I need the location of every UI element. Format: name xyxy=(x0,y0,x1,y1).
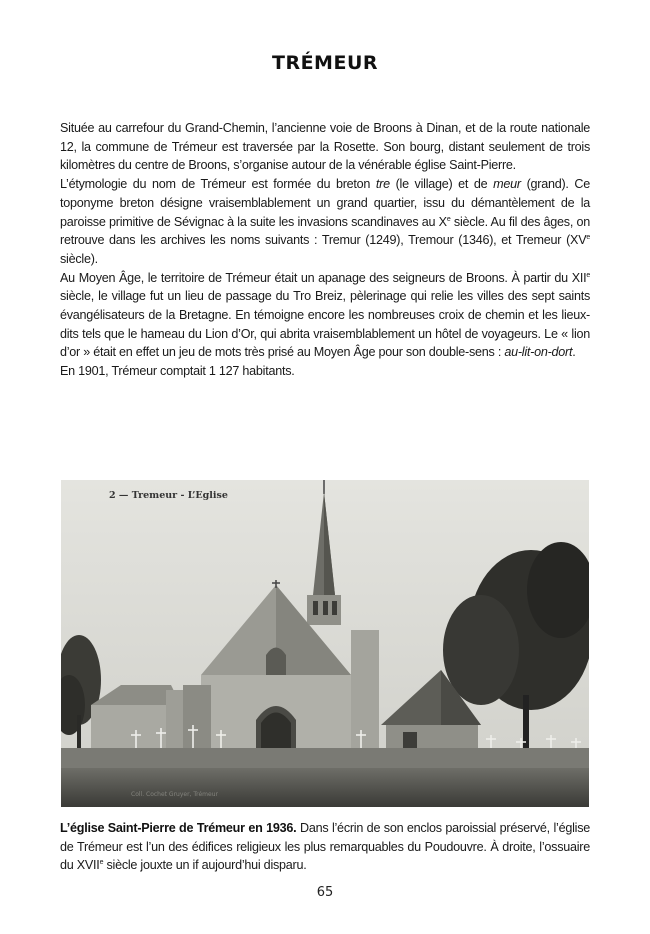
superscript: e xyxy=(586,234,590,242)
church-photo xyxy=(61,480,589,807)
italic-term: tre xyxy=(375,177,390,192)
caption-sup: e xyxy=(99,859,104,867)
body-paragraph xyxy=(60,175,590,269)
text-segment: (grand). Ce toponyme breton désigne vraisemblablement un grand quartier, issu du démantèlement de la paroisse primitive de Sévignac à la suite les invasions scandinaves au X xyxy=(60,177,590,229)
superscript: e xyxy=(586,271,590,279)
postcard-footer: Coll. Cochet Gruyer, Trémeur xyxy=(131,791,218,798)
text-segment: Située au carrefour du Grand-Chemin, l’ancienne voie de Broons à Dinan, et de la route nationale 12, la commune de Trémeur est traversée par la Rosette. Son bourg, distant seulement de trois kilomètres du centre de Broons, s’organise autour de la vénérable église Saint-Pierre. xyxy=(60,121,590,173)
superscript: e xyxy=(446,215,451,223)
text-segment: siècle). xyxy=(60,251,98,266)
italic-term: au-lit-on-dort xyxy=(504,345,573,360)
postcard-label: 2 — Tremeur - L’Eglise xyxy=(109,490,228,501)
italic-term: meur xyxy=(493,177,521,192)
body-text xyxy=(60,119,590,381)
caption-title: L’église Saint-Pierre de Trémeur en 1936. xyxy=(60,821,297,835)
page-number: 65 xyxy=(316,885,334,900)
body-paragraph xyxy=(60,269,590,363)
church-illustration xyxy=(61,480,589,807)
caption-text: Dans l’écrin de son enclos paroissial préservé, l’église de Trémeur est l’un des édifices religieux les plus remarquables du Poudouvre. À droite, l’ossuaire du XVII xyxy=(60,821,590,873)
body-paragraph xyxy=(60,362,590,381)
text-segment: En 1901, Trémeur comptait 1 127 habitants. xyxy=(60,364,295,379)
photo-caption xyxy=(60,819,590,875)
text-segment: (le village) et de xyxy=(389,177,494,192)
text-segment: Au Moyen Âge, le territoire de Trémeur était un apanage des seigneurs de Broons. À partir du XII xyxy=(60,270,587,285)
text-segment: siècle, le village fut un lieu de passage du Tro Breiz, pèlerinage qui relie les villes des sept saints évangélisateurs de la Bretagne. En témoigne encore les nombreuses croix de chemin et les lieux-dits tels que le hameau du Lion d’Or, qui abrita vraisemblablement un hôtel de voyageurs. Le « lion d’or » était en effet un jeu de mots très prisé au Moyen Âge pour son double-sens : xyxy=(60,289,590,360)
text-segment: L’étymologie du nom de Trémeur est formée du breton xyxy=(60,177,376,192)
page-title: TRÉMEUR xyxy=(271,52,378,74)
body-paragraph xyxy=(60,119,590,175)
caption-text-end: siècle jouxte un if aujourd’hui disparu. xyxy=(103,858,307,873)
text-segment: . xyxy=(572,345,576,360)
text-segment: siècle. Au fil des âges, on retrouve dans les archives les noms suivants : Tremur (1249), Tremour (1346), et Tremeur (XV xyxy=(60,214,590,248)
